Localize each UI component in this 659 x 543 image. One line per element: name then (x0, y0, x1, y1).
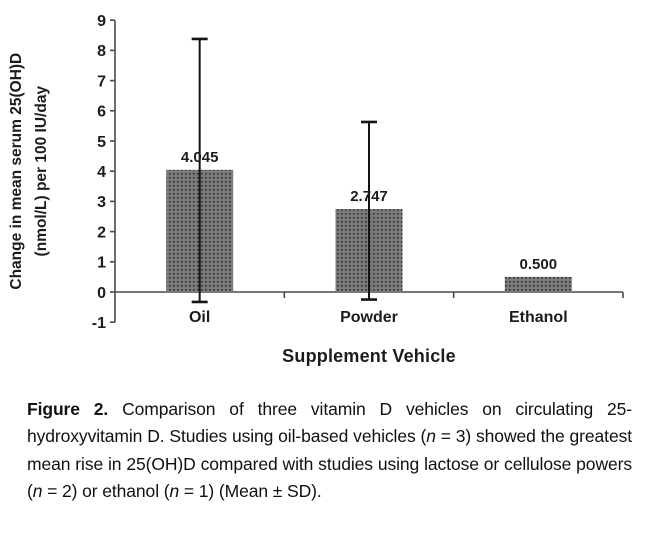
y-tick-label: 4 (97, 163, 106, 181)
y-tick-label: 1 (97, 254, 106, 272)
y-tick-label: 2 (97, 224, 106, 242)
x-axis-title: Supplement Vehicle (282, 346, 456, 366)
y-tick-label: 6 (97, 103, 106, 121)
figure-caption (27, 396, 632, 505)
caption-text: Comparison of three vitamin D vehicles on circulating 25-hydroxyvitamin D. Studies using oil-based vehicles ( (27, 399, 633, 447)
y-tick-label: 5 (97, 133, 106, 151)
caption-figure-label: Figure 2. (27, 399, 109, 419)
y-tick-label: 8 (97, 43, 106, 61)
y-tick-label: -1 (91, 314, 106, 332)
y-axis-title-line2: (nmol/L) per 100 IU/day (33, 85, 50, 257)
x-category-label-oil: Oil (188, 309, 211, 326)
y-tick-label: 0 (97, 284, 106, 302)
y-tick-label: 7 (97, 73, 106, 91)
value-label-oil: 4.045 (180, 148, 219, 166)
caption-text: = 1) (Mean ± SD). (179, 480, 322, 501)
caption-n-symbol: n (169, 480, 180, 501)
y-tick-label: 9 (97, 12, 106, 30)
y-axis-title-line1: Change in mean serum 25(OH)D (8, 52, 25, 290)
value-label-ethanol: 0.500 (519, 255, 558, 273)
caption-n-symbol: n (426, 426, 436, 447)
bar-ethanol (505, 277, 572, 292)
value-label-powder: 2.747 (350, 188, 388, 206)
caption-n-symbol: n (32, 480, 43, 501)
caption-text: = 2) or ethanol ( (42, 480, 170, 501)
y-tick-label: 3 (97, 194, 106, 212)
x-category-label-ethanol: Ethanol (508, 309, 568, 326)
caption-text: = 3) showed the greatest mean rise in 25(OH)D compared with studies using lactose or cellulose powers ( (27, 426, 632, 501)
x-category-label-powder: Powder (340, 309, 398, 326)
